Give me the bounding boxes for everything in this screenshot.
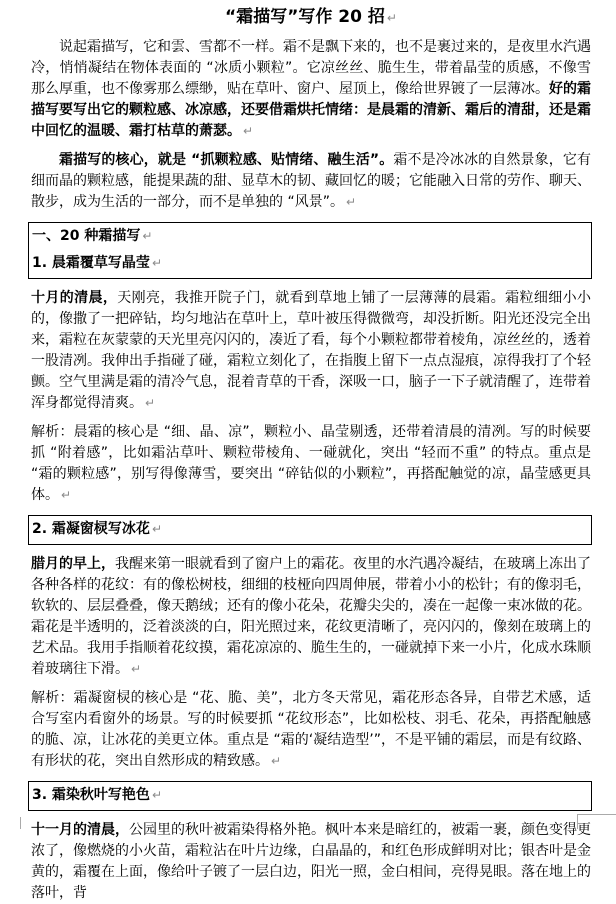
- return-mark-icon: ↵: [145, 396, 156, 410]
- intro-p1-regular-text: 说起霜描写，它和雲、雪都不一样。霜不是飘下来的，也不是裹过来的，是夜里水汽遇冷，悄悄凝结在物体表面的 “冰质小颗粒”。它凉丝丝、脆生生，带着晶莹的质感，不像雪那么厚重，也不像雾那么缥缈，贴在草叶、窗户、屋顶上，像给世界镀了一层薄冰。: [31, 39, 591, 97]
- intro-p1-bold-text: 好的霜描写要写出它的颗粒感、冰凉感，还要借霜烘托情绪：是晨霜的清新、霜后的清甜，还是霜中回忆的温暖、霜打枯草的萧瑟。: [31, 81, 591, 139]
- story-3-body-text: 公园里的秋叶被霜染得格外艳。枫叶本来是暗红的，被霜一裹，颜色变得更浓了，像燃烧的小火苗，霜粒沾在叶片边缘，白晶晶的，和红色形成鲜明对比；银杏叶是金黄的，霜覆在上面，像给叶子镀了一层白边，阳光一照，金白相间，亮得晃眼。落在地上的落叶，背: [31, 822, 591, 901]
- story-1-lead-text: 十月的清晨，: [31, 290, 118, 306]
- numbered-heading-3-text: 3. 霜染秋叶写艳色: [32, 787, 150, 803]
- text-boundary-mark-right: [577, 814, 616, 829]
- numbered-heading-box-3: [28, 781, 592, 811]
- doc-title-text: “霜描写”写作 20 招: [225, 7, 385, 27]
- doc-title: [31, 6, 591, 29]
- analysis-2-text: 解析：霜凝窗棂的核心是 “花、脆、美”，北方冬天常见，霜花形态各异，自带艺术感，适合写室内看窗外的场景。写的时候要抓 “花纹形态”，比如松枝、羽毛、花朵，再搭配触感的脆、凉，让冰花的美更立体。重点是 “霜的‘凝结造型’”，不是平铺的霜层，而是有纹路、有形状的花，突出自然形成的精致感。: [31, 690, 591, 769]
- return-mark-icon: ↵: [61, 488, 72, 502]
- return-mark-icon: ↵: [131, 662, 142, 676]
- numbered-heading-2-text: 2. 霜凝窗棂写冰花: [32, 521, 150, 537]
- return-mark-icon: ↵: [386, 11, 397, 25]
- story-paragraph-2: [31, 554, 591, 680]
- numbered-heading-2: [32, 518, 589, 540]
- analysis-paragraph-2: [31, 688, 591, 772]
- analysis-1-text: 解析：晨霜的核心是 “细、晶、凉”，颗粒小、晶莹剔透，还带着清晨的清冽。写的时候要抓 “附着感”，比如霜沾草叶、颗粒带棱角、一碰就化，突出 “轻而不重” 的特点。重点是 “霜的颗粒感”，别写得像薄雪，要突出 “碎钻似的小颗粒”，再搭配触觉的凉，晶莹感更具体。: [31, 424, 591, 503]
- numbered-heading-1: [32, 252, 589, 274]
- numbered-heading-3: [32, 784, 589, 806]
- intro-paragraph-1: [31, 37, 591, 142]
- analysis-paragraph-1: [31, 422, 591, 506]
- return-mark-icon: ↵: [271, 754, 282, 768]
- story-3-lead-text: 十一月的清晨，: [31, 822, 129, 838]
- text-boundary-mark-left: [20, 817, 21, 829]
- return-mark-icon: ↵: [151, 256, 162, 270]
- story-1-body-text: 天刚亮，我推开院子门，就看到草地上铺了一层薄薄的晨霜。霜粒细细小小的，像撒了一把碎钻，均匀地沾在草叶上，草叶被压得微微弯，却没折断。阳光还没完全出来，霜粒在灰蒙蒙的天光里亮闪闪的，凑近了看，每个小颗粒都带着棱角，凉丝丝的，透着一股清冽。我伸出手指碰了碰，霜粒立刻化了，在指腹上留下一点点湿痕，凉得我打了个轻颤。空气里满是霜的清冷气息，混着青草的干香，深吸一口，脑子一下子就清醒了，连带着浑身都觉得清爽。: [31, 290, 592, 411]
- numbered-heading-box-2: [28, 515, 592, 545]
- story-paragraph-3: [31, 820, 591, 904]
- story-2-lead-text: 腊月的早上，: [31, 556, 115, 572]
- return-mark-icon: ↵: [243, 124, 254, 138]
- numbered-heading-1-text: 1. 晨霜覆草写晶莹: [32, 255, 150, 271]
- intro-paragraph-2: [31, 150, 591, 213]
- section-heading-text: 一、20 种霜描写: [32, 228, 141, 244]
- intro-p2-regular-text: 霜不是冷冰冰的自然景象，它有细而晶的颗粒感，能提果蔬的甜、显草木的韧、藏回忆的暖；它能融入日常的劳作、聊天、散步，成为生活的一部分，而不是单独的 “风景”。: [31, 152, 592, 210]
- return-mark-icon: ↵: [151, 522, 162, 536]
- return-mark-icon: ↵: [142, 229, 153, 243]
- story-paragraph-1: [31, 288, 591, 414]
- section-heading: [32, 225, 589, 247]
- return-mark-icon: ↵: [345, 195, 357, 209]
- story-2-body-text: 我醒来第一眼就看到了窗户上的霜花。夜里的水汽遇冷凝结，在玻璃上冻出了各种各样的花纹：有的像松树枝，细细的枝桠向四周伸展，带着小小的松针；有的像羽毛，软软的、层层叠叠，像天鹅绒；还有的像小花朵，花瓣尖尖的，凑在一起像一束冰做的花。霜花是半透明的，泛着淡淡的白，阳光照过来，花纹更清晰了，亮闪闪的，像刻在玻璃上的艺术品。我用手指顺着花纹摸，霜花凉凉的、脆生生的，一碰就掉下来一小片，化成水珠顺着玻璃往下滑。: [31, 556, 591, 677]
- return-mark-icon: ↵: [151, 788, 162, 802]
- section-heading-box: [28, 222, 592, 279]
- intro-p2-bold-text: 霜描写的核心，就是 “抓颗粒感、贴情绪、融生活”。: [59, 152, 394, 168]
